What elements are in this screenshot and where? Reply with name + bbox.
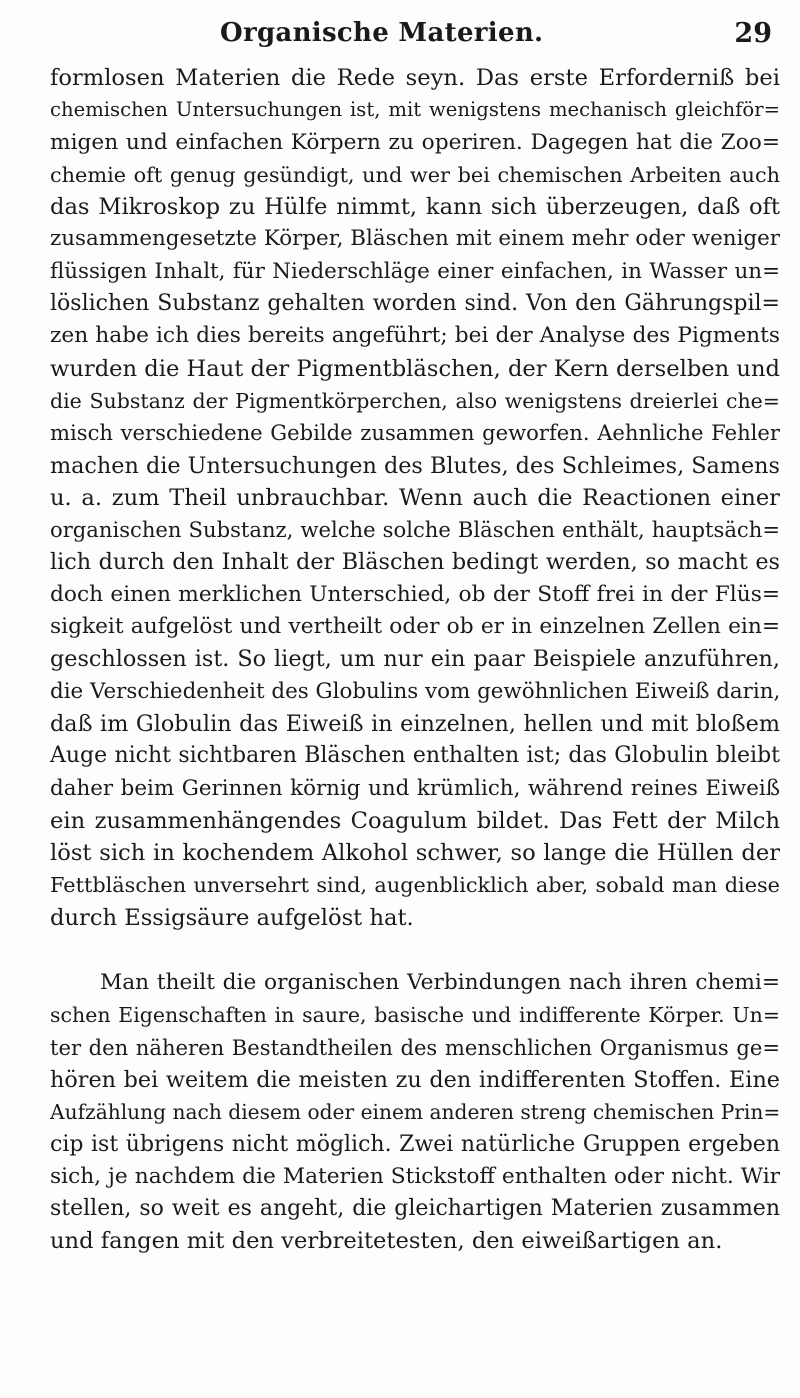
text-line: daß im Globulin das Eiweiß in einzelnen, hellen und mit bloßem — [50, 710, 780, 737]
text-line: chemie oft genug gesündigt, und wer bei chemischen Arbeiten auch — [50, 162, 780, 187]
text-line: Auge nicht sichtbaren Bläschen enthalten ist; das Globulin bleibt — [50, 743, 780, 769]
page-header — [40, 18, 780, 58]
text-line: geschlossen ist. So liegt, um nur ein paar Beispiele anzuführen, — [50, 646, 780, 673]
text-line: lich durch den Inhalt der Bläschen bedingt werden, so macht es — [50, 549, 780, 576]
text-line: organischen Substanz, welche solche Bläschen enthält, hauptsäch= — [50, 517, 780, 543]
text-line: ein zusammenhängendes Coagulum bildet. Das Fett der Milch — [50, 807, 780, 834]
text-line: und fangen mit den verbreitetesten, den eiweißartigen an. — [50, 1228, 723, 1255]
text-line: chemischen Untersuchungen ist, mit wenigstens mechanisch gleichför= — [50, 98, 780, 122]
text-line: die Substanz der Pigmentkörperchen, also wenigstens dreierlei che= — [50, 388, 780, 413]
body-text — [50, 62, 780, 1258]
text-line: löst sich in kochendem Alkohol schwer, so lange die Hüllen der — [50, 840, 780, 867]
text-line: schen Eigenschaften in saure, basische und indifferente Körper. Un= — [50, 1003, 780, 1028]
running-title: Organische Materien. — [220, 18, 544, 48]
text-line: sigkeit aufgelöst und vertheilt oder ob er in einzelnen Zellen ein= — [50, 614, 780, 640]
text-line: wurden die Haut der Pigmentbläschen, der Kern derselben und — [50, 355, 780, 382]
text-line: durch Essigsäure aufgelöst hat. — [50, 904, 414, 931]
paragraph-1 — [50, 62, 780, 934]
text-line: doch einen merklichen Unterschied, ob der Stoff frei in der Flüs= — [50, 581, 780, 607]
text-line: Aufzählung nach diesem oder einem anderen streng chemischen Prin= — [50, 1100, 780, 1125]
text-line: sich, je nachdem die Materien Stickstoff enthalten oder nicht. Wir — [50, 1163, 780, 1189]
text-line: flüssigen Inhalt, für Niederschläge einer einfachen, in Wasser un= — [50, 258, 780, 284]
text-line: daher beim Gerinnen körnig und krümlich, während reines Eiweiß — [50, 775, 780, 801]
text-line: stellen, so weit es angeht, die gleichartigen Materien zusammen — [50, 1196, 780, 1222]
paragraph-gap — [50, 934, 780, 967]
text-line: migen und einfachen Körpern zu operiren. Dagegen hat die Zoo= — [50, 129, 780, 155]
text-line: zen habe ich dies bereits angeführt; bei der Analyse des Pigments — [50, 323, 780, 349]
paragraph-2 — [50, 967, 780, 1258]
text-line: das Mikroskop zu Hülfe nimmt, kann sich überzeugen, daß oft — [50, 194, 780, 221]
text-line: ter den näheren Bestandtheilen des menschlichen Organismus ge= — [50, 1034, 780, 1060]
text-line: Man theilt die organischen Verbindungen nach ihren chemi= — [100, 970, 780, 996]
text-line: u. a. zum Theil unbrauchbar. Wenn auch die Reactionen einer — [50, 484, 780, 511]
text-line: zusammengesetzte Körper, Bläschen mit einem mehr oder weniger — [50, 226, 780, 252]
text-line: formlosen Materien die Rede seyn. Das erste Erforderniß bei — [50, 65, 780, 91]
page-number: 29 — [734, 18, 772, 49]
text-line: machen die Untersuchungen des Blutes, des Schleimes, Samens — [50, 452, 780, 479]
text-line: cip ist übrigens nicht möglich. Zwei natürliche Gruppen ergeben — [50, 1131, 780, 1157]
text-line: Fettbläschen unversehrt sind, augenblicklich aber, sobald man diese — [50, 873, 780, 898]
text-line: die Verschiedenheit des Globulins vom gewöhnlichen Eiweiß darin, — [50, 678, 780, 704]
text-line: misch verschiedene Gebilde zusammen geworfen. Aehnliche Fehler — [50, 420, 780, 446]
text-line: löslichen Substanz gehalten worden sind. Von den Gährungspil= — [50, 291, 780, 317]
text-line: hören bei weitem die meisten zu den indifferenten Stoffen. Eine — [50, 1066, 780, 1093]
